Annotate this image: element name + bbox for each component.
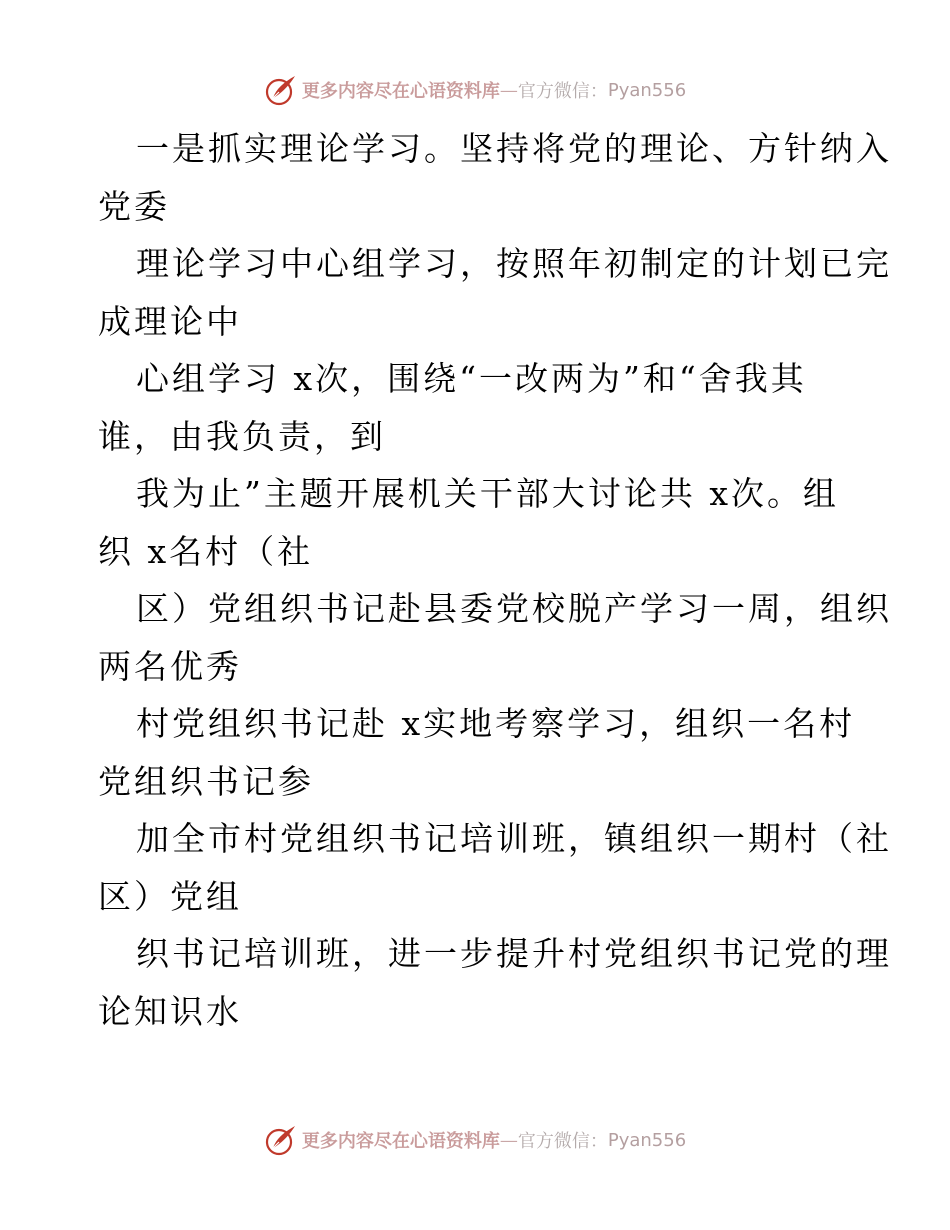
text-line: 谁，由我负责，到 [98,416,386,456]
quill-logo-icon [264,73,298,107]
watermark-dash: — [499,79,518,101]
text-line: 成理论中 [98,301,242,341]
text-line: 党委 [98,186,170,226]
quill-logo-icon [264,1123,298,1157]
watermark-dash: — [499,1129,518,1151]
watermark-brand: 更多内容尽在心语资料库 [301,1131,500,1152]
text-line: 党组织书记参 [98,761,314,801]
watermark-wechat-id: Pyan556 [607,79,687,101]
text-line: 区）党组织书记赴县委党校脱产学习一周，组织 [136,589,892,628]
text-line: 我为止”主题开展机关干部大讨论共 x次。组 [136,474,839,513]
text-line: 村党组织书记赴 x实地考察学习，组织一名村 [136,704,856,743]
document-body [98,120,892,1040]
text-line: 加全市村党组织书记培训班，镇组织一期村（社 [136,819,892,858]
watermark-contact-label: 官方微信： [517,81,608,102]
text-line: 区）党组 [98,876,242,916]
text-line: 理论学习中心组学习，按照年初制定的计划已完 [136,244,892,283]
watermark-brand: 更多内容尽在心语资料库 [301,81,500,102]
text-line: 心组学习 x次，围绕“一改两为”和“舍我其 [136,359,807,398]
text-line: 论知识水 [98,991,242,1031]
watermark-wechat-id: Pyan556 [607,1129,687,1151]
text-line: 织 x名村（社 [98,531,314,571]
watermark-header [0,70,950,110]
text-line: 一是抓实理论学习。坚持将党的理论、方针纳入 [136,129,892,168]
watermark-footer [0,1120,950,1160]
watermark-contact-label: 官方微信： [517,1131,608,1152]
text-line: 两名优秀 [98,646,242,686]
text-line: 织书记培训班，进一步提升村党组织书记党的理 [136,934,892,973]
